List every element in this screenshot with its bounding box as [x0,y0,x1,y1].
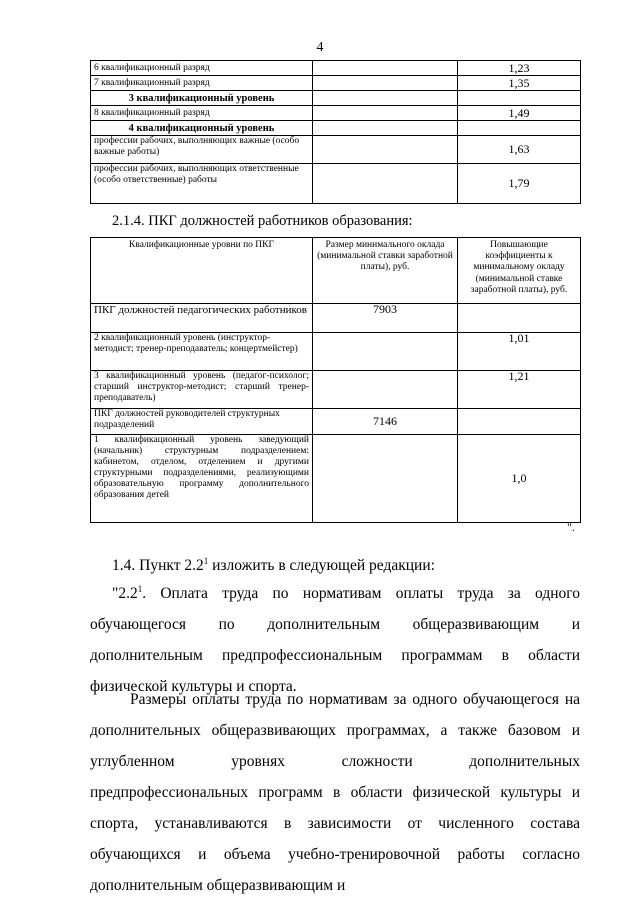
table-row [91,371,581,409]
table-row [91,106,581,121]
row-name: 7 квалификационный разряд [91,76,313,91]
level-heading: 3 квалификационный уровень [91,91,313,106]
row-salary [313,435,458,523]
table-row [91,435,581,523]
row-coef [458,409,581,435]
row-salary: 7903 [313,304,458,333]
superscript: 1 [203,555,209,566]
p1-start: 1.4. Пункт 2.2 [112,557,204,574]
row-coef [458,91,581,106]
p2-start: "2.2 [112,585,138,602]
row-name: 1 квалификационный уровень заведующий (начальник) структурным подразделением: кабинетом, отделом, отделением и другими структурными подразделениями, реализующими образовательную программу дополнительного образования детей [91,435,313,523]
row-coef: 1,23 [458,61,581,76]
table-row [91,409,581,435]
row-coef [458,304,581,333]
table-header-row [91,238,581,304]
row-coef: 1,35 [458,76,581,91]
page-number: 4 [316,40,324,55]
body-paragraph: Размеры оплаты труда по нормативам за одного обучающегося на дополнительных общеразвивающих программах, а также базовом и углубленном уровнях сложности дополнительных предпрофессиональных программ в области физической культуры и спорта, устанавливаются в зависимости от численного состава обучающихся и объема учебно-тренировочной работы согласно дополнительным общеразвивающим и [90,691,580,894]
row-salary [313,333,458,371]
p2-end: . Оплата труда по нормативам оплаты труда за одного обучающегося по дополнительным общеразвивающим и дополнительным предпрофессиональным программам в области физической культуры и спорта. [90,585,580,695]
row-coef: 1,21 [458,371,581,409]
column-header-salary: Размер минимального оклада (минимальной ставки заработной платы), руб. [313,238,458,304]
table-row [91,333,581,371]
row-coef: 1,79 [458,164,581,204]
column-header-levels: Квалификационные уровни по ПКГ [91,238,313,304]
row-coef: 1,63 [458,136,581,164]
row-salary [313,371,458,409]
row-salary [313,61,458,76]
continued-salary-table [90,60,581,204]
row-salary [313,164,458,204]
row-salary [313,106,458,121]
amendment-paragraph [112,550,582,581]
row-name: профессии рабочих, выполняющих ответственные (особо ответственные) работы [91,164,313,204]
group-heading: ПКГ должностей педагогических работников [91,304,313,333]
table-row [91,136,581,164]
row-salary [313,76,458,91]
education-staff-table [90,237,581,523]
table-row [91,91,581,106]
row-coef: 1,01 [458,333,581,371]
row-name: 8 квалификационный разряд [91,106,313,121]
column-header-coefficient: Повышающие коэффициенты к минимальному окладу (минимальной ставке заработной платы), руб. [458,238,581,304]
row-name: профессии рабочих, выполняющих важные (особо важные работы) [91,136,313,164]
table-row [91,164,581,204]
row-name: 6 квалификационный разряд [91,61,313,76]
row-coef [458,121,581,136]
section-title: 2.1.4. ПКГ должностей работников образования: [112,213,413,229]
superscript: 1 [137,583,143,594]
closing-quote: ". [567,520,575,534]
row-salary: 7146 [313,409,458,435]
table-row [91,61,581,76]
row-name: 3 квалификационный уровень (педагог-психолог; старший инструктор-методист; старший тренер-преподаватель) [91,371,313,409]
table-row [91,304,581,333]
table-row [91,76,581,91]
level-heading: 4 квалификационный уровень [91,121,313,136]
row-salary [313,121,458,136]
p1-end: изложить в следующей редакции: [208,557,435,574]
group-heading: ПКГ должностей руководителей структурных подразделений [91,409,313,435]
row-salary [313,136,458,164]
row-name: 2 квалификационный уровень (инструктор-методист; тренер-преподаватель; концертмейстер) [91,333,313,371]
row-coef: 1,49 [458,106,581,121]
table-row [91,121,581,136]
row-salary [313,91,458,106]
row-coef: 1,0 [458,435,581,523]
